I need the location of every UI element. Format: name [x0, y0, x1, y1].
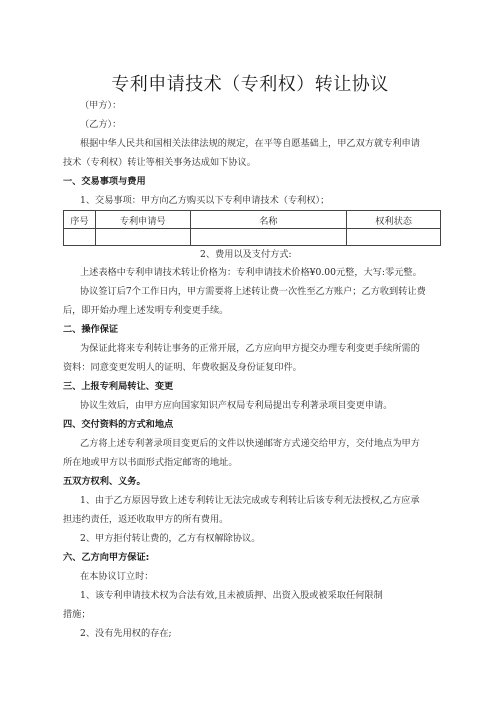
section4-heading: 四、交付资料的方式和地点: [63, 419, 174, 430]
party-a-line: （甲方）：: [80, 100, 122, 111]
section2-line-1: 为保证此将来专利转让事务的正常开展，乙方应向甲方提交办理专利变更手续所需的: [80, 343, 420, 354]
section1-item2: 2、费用以及支付方式:: [200, 249, 292, 260]
section4-line-1: 乙方将上述专利著录项目变更后的文件以快递邮寄方式递交给甲方，交付地点为甲方: [80, 438, 420, 449]
intro-line-1: 根据中华人民共和国相关法律法规的规定，在平等自愿基础上，甲乙双方就专利申请: [80, 138, 420, 149]
section5-item1-line-2: 担违约责任，返还收取甲方的所有费用。: [63, 514, 229, 525]
section6-item1-line-2: 措施；: [63, 609, 91, 620]
table-cell: [190, 229, 347, 246]
table-header-cell: 专利申请号: [95, 211, 190, 229]
section1-heading: 一、交易事项与费用: [63, 176, 146, 187]
section5-heading: 五双方权利、义务。: [63, 476, 146, 487]
document-title: 专利申请技术（专利权）转让协议: [111, 74, 389, 95]
table-cell: [347, 229, 441, 246]
section5-item2: 2、甲方拒付转让费的，乙方有权解除协议。: [80, 533, 261, 544]
table-header-row: [64, 211, 441, 229]
section4-line-2: 所在地或甲方以书面形式指定邮寄的地址。: [63, 457, 238, 468]
section1-item1: 1、交易事项：甲方向乙方购买以下专利申请技术（专利权）；: [80, 195, 330, 206]
section3-line: 协议生效后，由甲方应向国家知识产权局专利局提出专利著录项目变更申请。: [80, 400, 393, 411]
section2-heading: 二、操作保证: [63, 324, 119, 335]
trade-table: [63, 210, 441, 246]
section5-item1-line-1: 1、由于乙方原因导致上述专利转让无法完成或专利转让后该专利无法授权,乙方应承: [80, 495, 420, 506]
table-cell: [95, 229, 190, 246]
section6-intro: 在本协议订立时：: [80, 571, 154, 582]
payment-line-2: 后，即开始办理上述发明专利变更手续。: [63, 305, 229, 316]
table-header-cell: 序号: [64, 211, 96, 229]
table-header-cell: 权利状态: [347, 211, 441, 229]
section3-heading: 三、上报专利局转让、变更: [63, 381, 174, 392]
payment-line-1: 协议签订后7个工作日内，甲方需要将上述转让费一次性至乙方账户；乙方收到转让费: [80, 286, 426, 297]
section6-item1-line-1: 1、该专利申请技术权为合法有效,且未被质押、出资入股或被采取任何限制: [80, 590, 383, 601]
price-line: 上述表格中专利申请技术转让价格为：专利申请技术价格¥0.00元整，大写:零元整。: [80, 267, 422, 278]
table-row: [64, 229, 441, 246]
table-header-cell: 名称: [190, 211, 347, 229]
party-b-line: （乙方）：: [80, 119, 122, 130]
section2-line-2: 资料：同意变更发明人的证明、年费收据及身份证复印件。: [63, 362, 302, 373]
intro-line-2: 技术（专利权）转让等相关事务达成如下协议。: [63, 157, 256, 168]
section6-heading: 六、乙方向甲方保证:: [63, 552, 150, 563]
table-cell: [64, 229, 96, 246]
section6-item2: 2、没有先用权的存在;: [80, 628, 172, 639]
